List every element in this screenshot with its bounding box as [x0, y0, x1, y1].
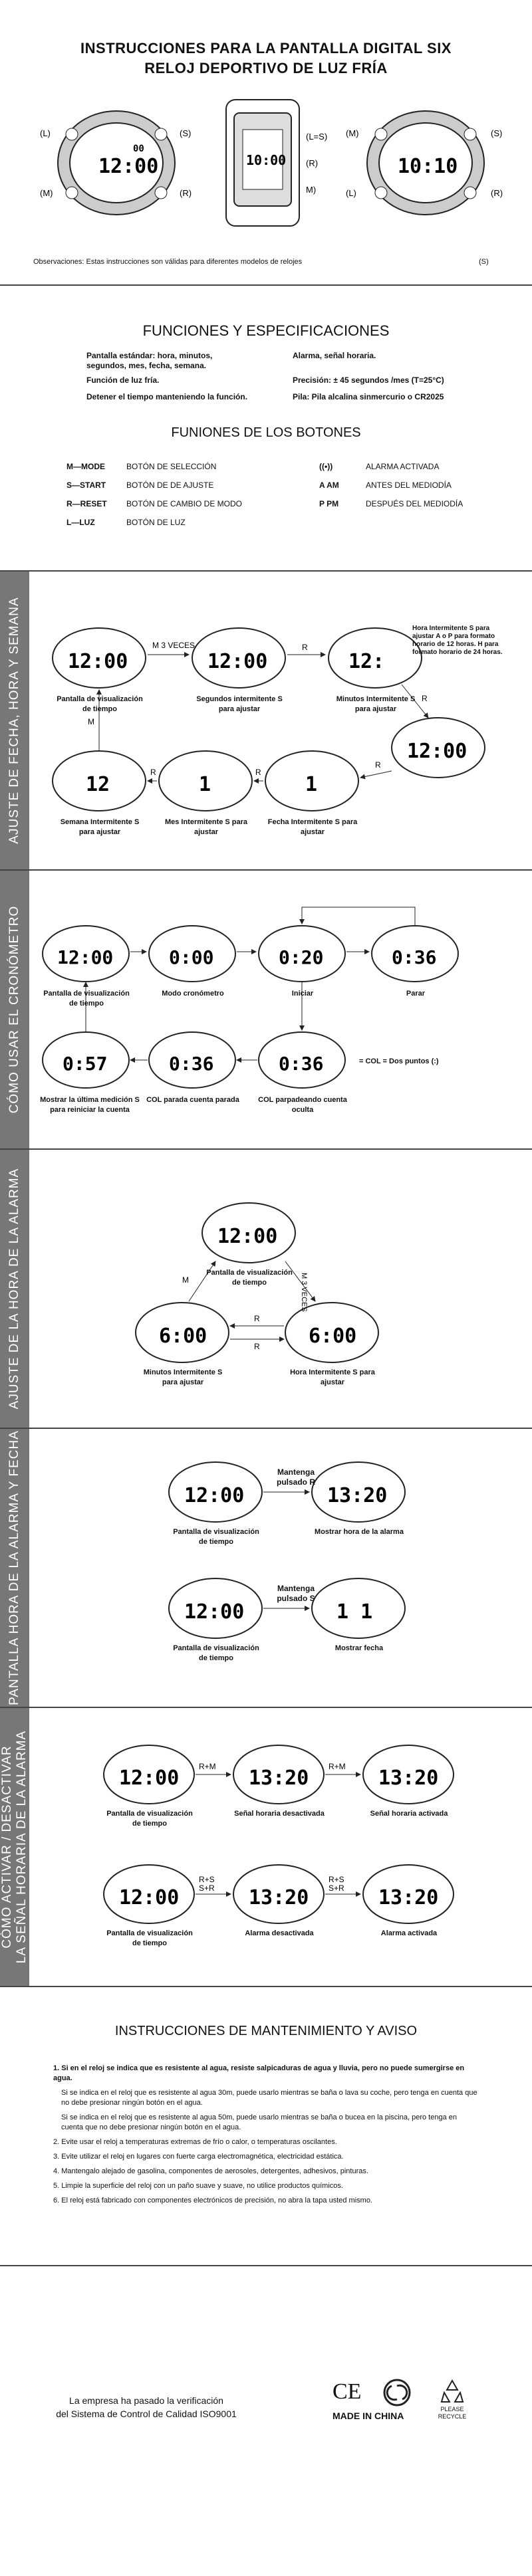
side-label: AJUSTE DE FECHA, HORA Y SEMANA — [7, 597, 21, 844]
cr-label-w5: Mostrar la última medición S para reiniciar la cuenta — [40, 1096, 140, 1114]
watch-rect-center — [226, 100, 299, 226]
label-mr: M) — [306, 185, 317, 195]
lcd-ow4 — [104, 1865, 194, 1923]
side-label-bar — [0, 572, 29, 869]
functions-title: FUNCIONES Y ESPECIFICACIONES — [142, 322, 390, 339]
sh-label-w3: Pantalla de visualización de tiempo — [173, 1644, 259, 1662]
svg-text:R: R — [255, 768, 261, 777]
recycle-icon — [439, 2378, 466, 2405]
label-m3: (M) — [346, 128, 359, 138]
svg-text:12:00: 12:00 — [119, 1886, 180, 1909]
watch2-time: 10:00 — [246, 152, 287, 168]
btn-key-pm: P PM — [319, 499, 339, 508]
btn-desc-mode: BOTÓN DE SELECCIÓN — [126, 462, 217, 471]
ao-label-w5: Alarma desactivada — [245, 1929, 314, 1937]
maintenance-title: INSTRUCCIONES DE MANTENIMIENTO Y AVISO — [114, 2024, 418, 2038]
lcd-cw5 — [43, 1032, 129, 1088]
arrow-m: M — [182, 1275, 189, 1285]
btn-desc-start: BOTÓN DE DE AJUSTE — [126, 481, 214, 490]
svg-text:12:00: 12:00 — [68, 650, 128, 673]
cr-label-w1: Pantalla de visualización de tiempo — [43, 990, 130, 1008]
sd-label-w2: Segundos intermitente S para ajustar — [196, 695, 283, 713]
sr-1: S+R — [199, 1883, 215, 1893]
footer-line1: La empresa ha pasado la verificación — [69, 2395, 223, 2406]
lcd-aw3 — [285, 1303, 378, 1362]
lcd-cw3 — [259, 926, 345, 982]
btn-key-mode: M—MODE — [66, 462, 105, 471]
side-label-bar — [0, 1429, 29, 1707]
sh-label-w1: Pantalla de visualización de tiempo — [173, 1528, 259, 1546]
sd-label-w3b: Hora Intermitente S para ajustar A o P para formato horario de 12 horas. H para formato horario de 24 horas. — [412, 625, 503, 656]
func-item-4: Alarma, señal horaria. — [293, 351, 376, 360]
svg-text:13:20: 13:20 — [327, 1484, 388, 1507]
label-s1: (S) — [180, 128, 192, 138]
cr-legend: = COL = Dos puntos (:) — [359, 1057, 439, 1065]
watch-round-left — [58, 111, 175, 215]
func-item-2: Función de luz fría. — [86, 376, 160, 385]
lcd-cw4 — [372, 926, 458, 982]
lcd-w3 — [329, 628, 422, 688]
lcd-cw7 — [259, 1032, 345, 1088]
ao-label-w3: Señal horaria activada — [370, 1810, 448, 1818]
btn-desc-am: ANTES DEL MEDIODÍA — [366, 481, 452, 490]
svg-text:6:00: 6:00 — [309, 1325, 357, 1348]
label-l3: (L) — [346, 188, 356, 198]
label-r1: (R) — [180, 188, 192, 198]
svg-text:12:: 12: — [348, 650, 385, 673]
svg-text:12: 12 — [86, 773, 110, 796]
svg-text:12:00: 12:00 — [119, 1767, 180, 1790]
m3-vertical: M 3 VECES — [300, 1273, 308, 1312]
label-r3: (R) — [491, 188, 503, 198]
svg-text:0:36: 0:36 — [279, 1053, 324, 1075]
maint-item-1a: Si se indica en el reloj que es resistente al agua 30m, puede usarlo mientras se baña o lava su coche, pero tenga en cuenta que no debe presionar ningún botón en el agua. — [61, 2089, 477, 2107]
chrono-section — [0, 871, 532, 1150]
hold-r: Mantenga pulsado R — [276, 1467, 315, 1487]
footer-line2: del Sistema de Control de Calidad ISO9001 — [56, 2409, 237, 2419]
rm-2: R+M — [329, 1762, 346, 1771]
side-line2: LA SEÑAL HORARIA DE LA ALARMA — [15, 1730, 29, 1964]
lcd-sw4 — [312, 1578, 405, 1638]
ao-label-w4: Pantalla de visualización de tiempo — [106, 1929, 193, 1947]
rs-2: R+S — [329, 1875, 344, 1884]
btn-desc-pm: DESPUÉS DEL MEDIODÍA — [366, 499, 464, 508]
cr-label-w6: COL parada cuenta parada — [146, 1096, 239, 1104]
lcd-sw2 — [312, 1462, 405, 1522]
btn-key-luz: L—LUZ — [66, 518, 95, 527]
svg-text:13:20: 13:20 — [249, 1886, 309, 1909]
func-item-3: Detener el tiempo manteniendo la función. — [86, 392, 248, 401]
rs-1: R+S — [199, 1875, 215, 1884]
lcd-sw1 — [169, 1462, 262, 1522]
svg-text:R: R — [375, 760, 381, 770]
label-l1: (L) — [40, 128, 51, 138]
svg-text:0:57: 0:57 — [63, 1053, 108, 1075]
green-dot-icon — [382, 2378, 412, 2407]
side-label — [0, 1731, 29, 1963]
lcd-ow1 — [104, 1745, 194, 1804]
lcd-w1 — [53, 628, 146, 688]
svg-text:1 1: 1 1 — [336, 1600, 373, 1624]
lcd-cw6 — [149, 1032, 235, 1088]
btn-desc-reset: BOTÓN DE CAMBIO DE MODO — [126, 499, 243, 508]
svg-text:13:20: 13:20 — [378, 1767, 439, 1790]
recycle-line2: RECYCLE — [438, 2413, 467, 2420]
maint-item-1: 1. Si en el reloj se indica que es resistente al agua, resiste salpicaduras de agua y lluvia, pero no puede sumergirse en agua. — [53, 2064, 465, 2082]
label-m1: (M) — [40, 188, 53, 198]
side-label-bar — [0, 871, 29, 1148]
label-ls: (L=S) — [306, 132, 328, 142]
svg-text:0:36: 0:36 — [169, 1053, 214, 1075]
btn-key-reset: R—RESET — [66, 499, 107, 508]
ao-label-w2: Señal horaria desactivada — [234, 1810, 325, 1818]
svg-text:6:00: 6:00 — [159, 1325, 207, 1348]
func-item-1: Pantalla estándar: hora, minutos, segundos, mes, fecha, semana. — [86, 351, 213, 370]
buttons-title: FUNIONES DE LOS BOTONES — [171, 425, 361, 440]
lcd-ow2 — [233, 1745, 324, 1804]
sr-2: S+R — [329, 1883, 344, 1893]
lcd-ow6 — [363, 1865, 454, 1923]
cr-label-w7: COL parpadeando cuenta oculta — [258, 1096, 347, 1114]
label-r2: (R) — [306, 158, 319, 168]
lcd-ow3 — [363, 1745, 454, 1804]
observation-text: Observaciones: Estas instrucciones son válidas para diferentes modelos de relojes — [33, 258, 303, 266]
lcd-cw2 — [149, 926, 235, 982]
as-label-w3: Hora Intermitente S para ajustar — [290, 1368, 375, 1386]
svg-text:12:00: 12:00 — [217, 1225, 278, 1248]
arrow-r1: R — [254, 1314, 260, 1323]
btn-key-start: S—START — [66, 481, 106, 490]
as-label-w2: Minutos Intermitente S para ajustar — [143, 1368, 223, 1386]
ao-label-w6: Alarma activada — [380, 1929, 438, 1937]
svg-text:12:00: 12:00 — [184, 1600, 245, 1624]
header-section — [0, 0, 532, 286]
recycle-line1: PLEASE — [440, 2406, 464, 2413]
maint-item-4: 4. Mantengalo alejado de gasolina, componentes de aerosoles, detergentes, adhesivos, pinturas. — [53, 2167, 368, 2175]
sd-label-w6: Fecha Intermitente S para ajustar — [267, 818, 358, 836]
m3-label: M 3 VECES — [152, 641, 196, 650]
svg-text:1: 1 — [305, 773, 318, 796]
lcd-ow5 — [233, 1865, 324, 1923]
lcd-aw2 — [136, 1303, 229, 1362]
watch-round-right — [367, 111, 484, 215]
ao-label-w1: Pantalla de visualización de tiempo — [106, 1810, 193, 1828]
sd-label-w3: Minutos Intermitente S para ajustar — [336, 695, 416, 713]
maintenance-section — [0, 1987, 532, 2266]
rm-1: R+M — [199, 1762, 216, 1771]
svg-text:1: 1 — [199, 773, 211, 796]
side-line1: CÓMO ACTIVAR / DESACTIVAR — [0, 1745, 14, 1949]
svg-text:13:20: 13:20 — [378, 1886, 439, 1909]
footer-section — [0, 2266, 532, 2576]
side-label: CÓMO USAR EL CRONÓMETRO — [7, 905, 21, 1114]
maint-item-2: 2. Evite usar el reloj a temperaturas extremas de frío o calor, o temperaturas oscilantes. — [53, 2138, 337, 2146]
watch1-time: 12:00 — [98, 155, 159, 178]
svg-text:12:00: 12:00 — [207, 650, 268, 673]
svg-text:R: R — [302, 643, 308, 652]
func-item-5: Precisión: ± 45 segundos /mes (T=25°C) — [293, 376, 444, 385]
lcd-w4 — [53, 751, 146, 811]
maint-item-6: 6. El reloj está fabricado con componentes electrónicos de precisión, no abra la tapa usted mismo. — [53, 2197, 372, 2204]
set-date-section — [0, 572, 532, 871]
maint-item-5: 5. Limpie la superficie del reloj con un paño suave y suave, no utilice productos químicos. — [53, 2182, 343, 2190]
watch-overview-diagram — [0, 93, 532, 253]
sd-label-w1: Pantalla de visualización de tiempo — [57, 695, 143, 713]
svg-text:0:00: 0:00 — [169, 946, 214, 968]
btn-desc-luz: BOTÓN DE LUZ — [126, 518, 186, 527]
func-item-6: Pila: Pila alcalina sinmercurio o CR2025 — [293, 392, 444, 401]
label-s3: (S) — [491, 128, 503, 138]
svg-text:0:20: 0:20 — [279, 946, 324, 968]
sd-label-w4: Semana Intermitente S para ajustar — [60, 818, 140, 836]
btn-key-am: A AM — [319, 481, 339, 490]
functions-section — [0, 286, 532, 572]
side-label-bar — [0, 1150, 29, 1428]
svg-text:M: M — [88, 717, 94, 726]
sh-label-w4: Mostrar fecha — [334, 1644, 384, 1652]
lcd-cw1 — [43, 926, 129, 982]
maintenance-list — [53, 2064, 479, 2210]
lcd-w3b — [392, 718, 485, 778]
svg-text:13:20: 13:20 — [249, 1767, 309, 1790]
svg-text:12:00: 12:00 — [184, 1484, 245, 1507]
alarm-onoff-section — [0, 1708, 532, 1987]
lcd-aw1 — [202, 1203, 295, 1263]
hold-s: Mantenga pulsado S — [277, 1584, 315, 1603]
lcd-w5 — [159, 751, 252, 811]
page-title-line2: RELOJ DEPORTIVO DE LUZ FRÍA — [144, 60, 388, 76]
as-label-w1: Pantalla de visualización de tiempo — [206, 1269, 293, 1287]
lcd-w6 — [265, 751, 358, 811]
svg-text:12:00: 12:00 — [57, 946, 114, 968]
alarm-set-section — [0, 1150, 532, 1429]
alarm-set-diagram — [29, 1150, 532, 1429]
page-title-line1: INSTRUCCIONES PARA LA PANTALLA DIGITAL SIX — [80, 40, 452, 56]
maint-item-3: 3. Evite utilizar el reloj en lugares con fuerte carga electromagnética, electricidad estática. — [53, 2153, 344, 2161]
sd-label-w5: Mes Intermitente S para ajustar — [164, 818, 248, 836]
sh-label-w2: Mostrar hora de la alarma — [315, 1528, 404, 1536]
alarm-show-section — [0, 1429, 532, 1708]
arrow-r2: R — [254, 1342, 260, 1351]
observation-tag: (S) — [479, 258, 489, 266]
cr-label-w4: Parar — [406, 990, 426, 998]
cr-label-w2: Modo cronómetro — [162, 990, 224, 998]
svg-text:R: R — [150, 768, 156, 777]
lcd-w2 — [192, 628, 285, 688]
btn-key-alarm: ((•)) — [319, 462, 333, 471]
watch1-seconds: 00 — [133, 144, 144, 154]
side-label-bar — [0, 1708, 29, 1986]
cr-label-w3: Iniciar — [291, 990, 314, 998]
side-label: AJUSTE DE LA HORA DE LA ALARMA — [7, 1168, 21, 1410]
maint-item-1b: Si se indica en el reloj que es resistente al agua 50m, puede usarlo mientras se baña o bucea en la piscina, pero tenga en cuenta que no debe presionar ningún botón en el agua. — [61, 2113, 457, 2131]
btn-desc-alarm: ALARMA ACTIVADA — [366, 462, 440, 471]
watch3-time: 10:10 — [398, 155, 458, 178]
svg-text:R: R — [422, 694, 428, 703]
side-label: PANTALLA HORA DE LA ALARMA Y FECHA — [7, 1430, 21, 1705]
lcd-sw3 — [169, 1578, 262, 1638]
ce-mark: CE — [332, 2379, 362, 2404]
svg-text:12:00: 12:00 — [407, 740, 467, 763]
made-in-china: MADE IN CHINA — [332, 2411, 404, 2421]
svg-text:0:36: 0:36 — [392, 946, 437, 968]
